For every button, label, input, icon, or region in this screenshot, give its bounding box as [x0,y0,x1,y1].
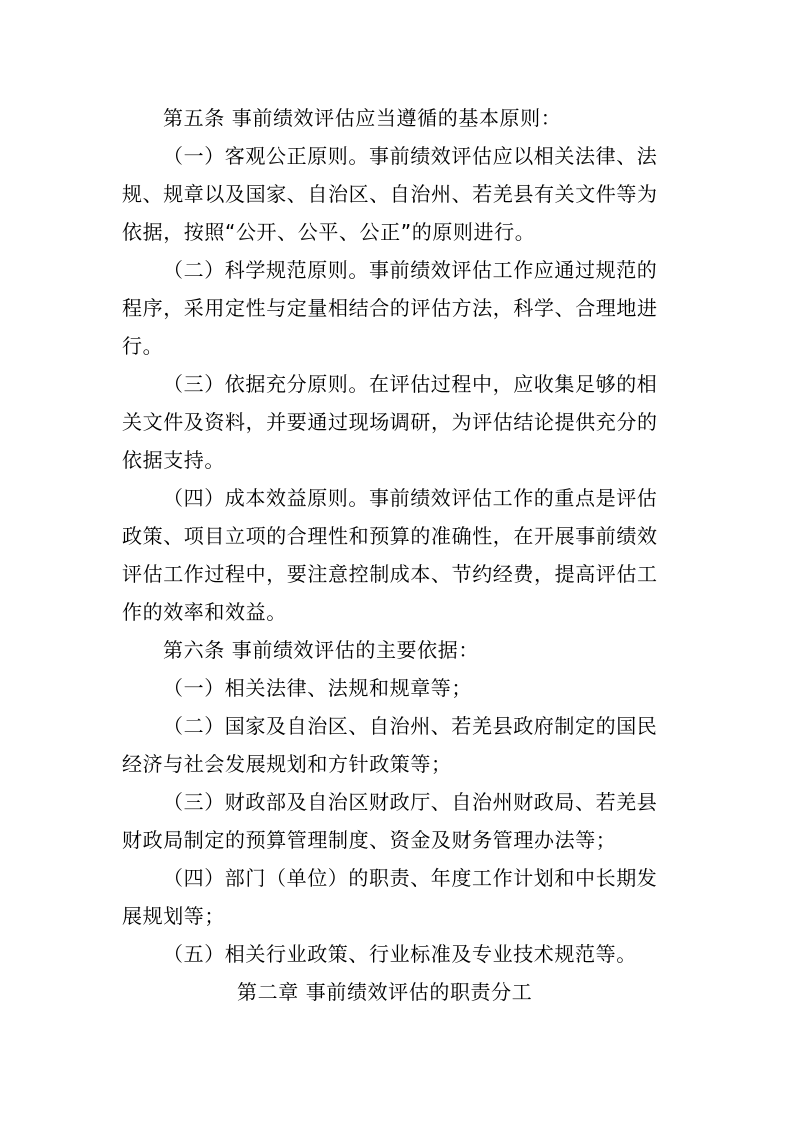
basis-2-line-2: 经济与社会发展规划和方针政策等； [122,752,452,776]
p3-line-1: （三）依据充分原则。在评估过程中，应收集足够的相 [163,372,658,396]
article-6-title: 第六条 事前绩效评估的主要依据： [163,638,479,662]
p4-line-1: （四）成本效益原则。事前绩效评估工作的重点是评估 [163,486,658,510]
p3-line-3: 依据支持。 [122,448,225,472]
p2-line-2: 程序，采用定性与定量相结合的评估方法，科学、合理地进 [122,296,658,320]
basis-5-line-1: （五）相关行业政策、行业标准及专业技术规范等。 [163,942,637,966]
basis-3-line-1: （三）财政部及自治区财政厅、自治州财政局、若羌县 [163,790,658,814]
basis-3-line-2: 财政局制定的预算管理制度、资金及财务管理办法等； [122,828,617,852]
basis-4-line-1: （四）部门（单位）的职责、年度工作计划和中长期发 [163,866,658,890]
p2-line-1: （二）科学规范原则。事前绩效评估工作应通过规范的 [163,258,658,282]
p4-line-2: 政策、项目立项的合理性和预算的准确性，在开展事前绩效 [122,524,658,548]
p2-line-3: 行。 [122,334,164,358]
p1-line-1: （一）客观公正原则。事前绩效评估应以相关法律、法 [163,144,658,168]
basis-1-line-1: （一）相关法律、法规和规章等； [163,676,472,700]
p4-line-3: 评估工作过程中，要注意控制成本、节约经费，提高评估工 [122,562,658,586]
chapter-heading: 第二章 事前绩效评估的职责分工 [237,980,533,1004]
basis-4-line-2: 展规划等； [122,904,225,928]
article-5-title: 第五条 事前绩效评估应当遵循的基本原则： [163,106,562,130]
p4-line-4: 作的效率和效益。 [122,600,287,624]
basis-2-line-1: （二）国家及自治区、自治州、若羌县政府制定的国民 [163,714,658,738]
p3-line-2: 关文件及资料，并要通过现场调研，为评估结论提供充分的 [122,410,658,434]
p1-line-2: 规、规章以及国家、自治区、自治州、若羌县有关文件等为 [122,182,658,206]
p1-line-3: 依据，按照“公开、公平、公正”的原则进行。 [122,220,536,244]
